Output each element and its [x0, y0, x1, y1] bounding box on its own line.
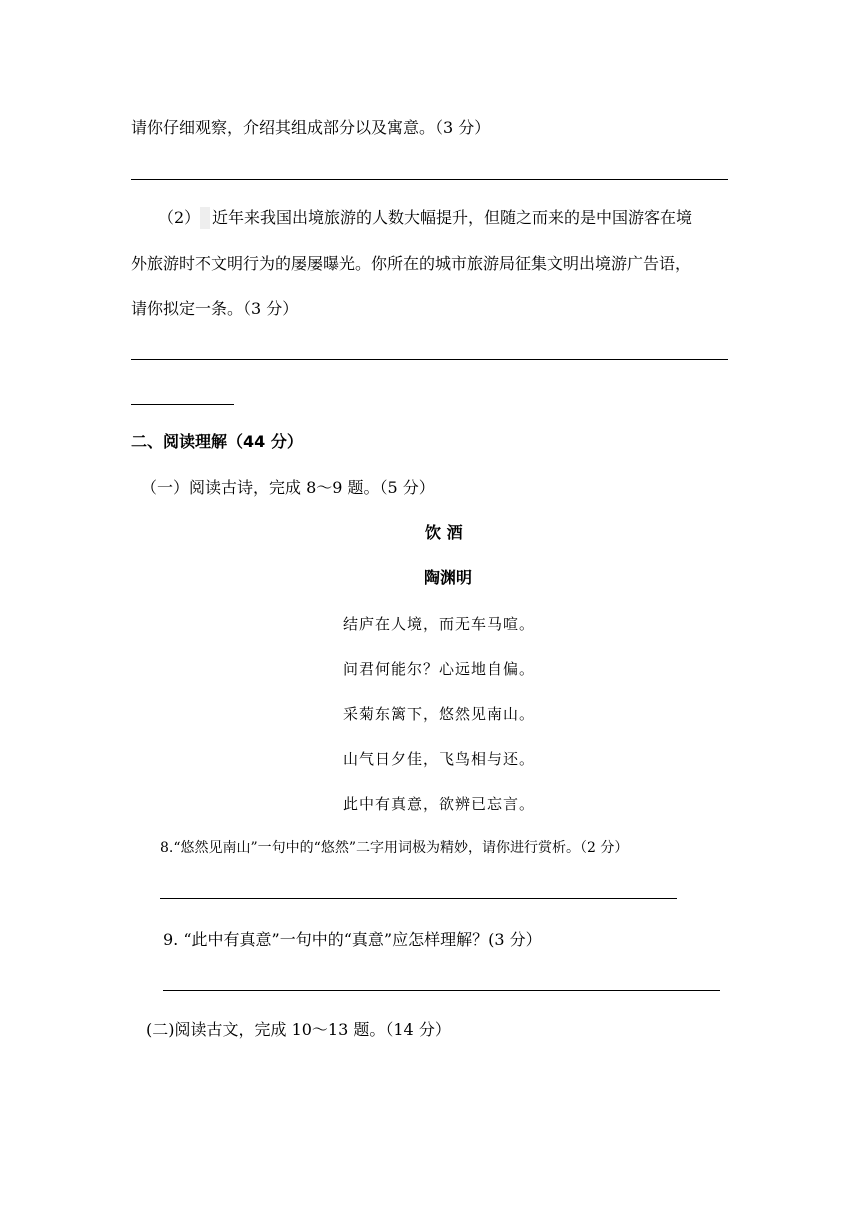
question-9: 9. “此中有真意”一句中的“真意”应怎样理解？(3 分） [163, 930, 542, 949]
poem-line: 此中有真意，欲辨已忘言。 [343, 795, 536, 813]
part2-intro: (二)阅读古文，完成 10～13 题。（14 分） [146, 1020, 451, 1039]
q7-1-text: 请你仔细观察，介绍其组成部分以及寓意。（3 分） [131, 118, 491, 137]
poem-line: 结庐在人境，而无车马喧。 [343, 615, 536, 633]
question-8: 8.“悠然见南山”一句中的“悠然”二字用词极为精妙，请你进行赏析。（2 分） [160, 840, 629, 856]
poem-title: 饮 酒 [425, 523, 463, 542]
q7-2-answer-line[interactable] [131, 359, 728, 360]
q7-2-number: （2） [158, 208, 201, 227]
poem-line: 采菊东篱下，悠然见南山。 [343, 705, 536, 723]
q7-2-answer-line-short[interactable] [131, 404, 234, 405]
q7-2-line1: 近年来我国出境旅游的人数大幅提升，但随之而来的是中国游客在境 [212, 208, 693, 227]
q7-2-line3: 请你拟定一条。（3 分） [131, 299, 299, 318]
q8-answer-line[interactable] [160, 898, 677, 899]
q7-2-line2: 外旅游时不文明行为的屡屡曝光。你所在的城市旅游局征集文明出境游广告语， [131, 254, 692, 273]
poem-line: 山气日夕佳，飞鸟相与还。 [343, 750, 536, 768]
poem-author: 陶渊明 [424, 568, 473, 587]
q9-answer-line[interactable] [163, 990, 720, 991]
part1-intro: （一）阅读古诗，完成 8～9 题。（5 分） [141, 478, 435, 497]
q7-1-answer-line[interactable] [131, 179, 728, 180]
text-cursor-marker [200, 207, 210, 229]
section-heading: 二、阅读理解（44 分） [131, 432, 303, 451]
poem-line: 问君何能尔？心远地自偏。 [343, 660, 536, 678]
